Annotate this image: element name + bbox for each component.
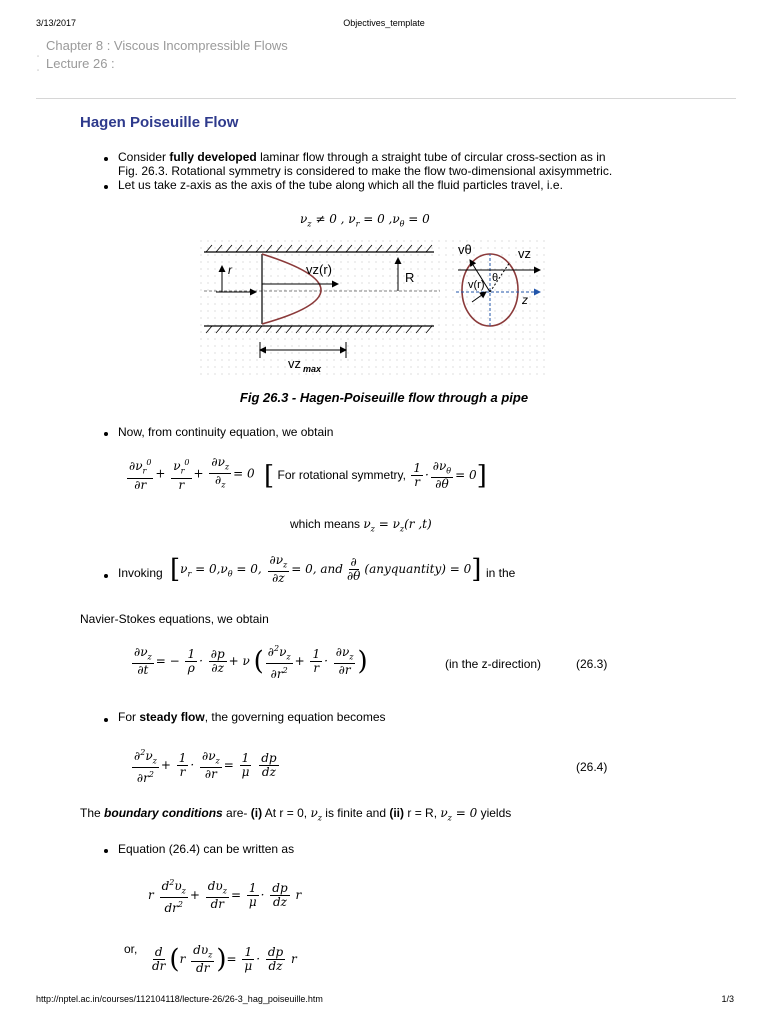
fig-label-theta: θ	[492, 272, 499, 284]
fig-label-R: R	[405, 270, 415, 285]
equation-26-4: $\frac{\partial^2\nu_z}{\partial r^2}$ + $\frac{1}{r}$ · $\frac{\partial\nu_z}{\partial r}$ = $\frac{1}{\mu}$ $\frac{dp}{dz}$	[134, 748, 277, 786]
bc-label-ii: (ii)	[389, 806, 405, 820]
bullet-continuity: Now, from continuity equation, we obtain	[118, 425, 334, 439]
print-date: 3/13/2017	[36, 18, 77, 28]
which-means-eq: which means $\nu_z = \nu_z(r$ ,t)	[290, 517, 432, 534]
fig-label-vz-right: vz	[518, 246, 531, 261]
fig-label-vr: v(r)	[468, 279, 485, 291]
bullet-dot	[104, 432, 108, 436]
bc-text: yields	[480, 806, 512, 820]
bc-text: The	[80, 806, 101, 820]
and-text: and	[320, 562, 343, 577]
eq-number-26-3: (26.3)	[576, 657, 608, 671]
broken-image-icon: ▫	[37, 54, 40, 60]
footer-page-number: 1/3	[721, 994, 734, 1004]
fig-label-vzmax: vz	[288, 356, 301, 371]
fig-label-r: r	[228, 263, 232, 277]
figure-caption: Fig 26.3 - Hagen-Poiseuille flow through a pipe	[239, 390, 529, 405]
broken-image-icon-2: ▫	[37, 68, 40, 74]
bc-label-i: (i)	[250, 806, 263, 820]
bullet-line2: Fig. 26.3. Rotational symmetry is considered to make the flow two-dimensional axisymmetric.	[118, 164, 613, 178]
rotational-symmetry-eq: [ For rotational symmetry, $\frac{1}{r}$ · $\frac{\partial\nu_\theta}{\partial\theta}$ = 0]	[264, 459, 487, 492]
or-label: or,	[124, 942, 138, 956]
z-direction-note: (in the z-direction)	[445, 657, 542, 671]
pipe-flow-figure	[200, 240, 545, 375]
footer-url[interactable]: http://nptel.ac.in/courses/112104118/lecture-26/26-3_hag_poiseuille.htm	[36, 994, 323, 1004]
bullet-dot	[104, 157, 108, 161]
bullet-dot	[104, 718, 108, 722]
bullet-dot	[104, 574, 108, 578]
section-title: Hagen Poiseuille Flow	[80, 114, 239, 131]
eq-number-26-4: (26.4)	[576, 760, 608, 774]
equation-or-form: $\frac{d}{dr}$ (r $\frac{d\upsilon_z}{dr}$ )= $\frac{1}{\mu}$ · $\frac{dp}{dz}$ r	[152, 943, 297, 976]
bullet-rewrite: Equation (26.4) can be written as	[118, 842, 295, 856]
in-the-label: in the	[486, 566, 516, 580]
divider	[36, 98, 736, 99]
velocity-condition-eq: $\nu_z \ne 0$ , $\nu_r = 0$ $,\nu_\theta = 0$	[300, 212, 430, 229]
bullet-text: For	[118, 710, 136, 724]
bullet-dot	[104, 185, 108, 189]
bc-text: are-	[226, 806, 248, 820]
chapter-heading: Chapter 8 : Viscous Incompressible Flows	[46, 38, 288, 53]
bullet-text: , the governing equation becomes	[204, 710, 386, 724]
fig-label-z: z	[522, 293, 528, 307]
bullet-z-axis: Let us take z-axis as the axis of the tube along which all the fluid particles travel, i.e.	[118, 178, 563, 192]
bullet-text: laminar flow through a straight tube of circular cross-section as in	[260, 150, 606, 164]
invoking-equation: [$\nu_r = 0,\nu_\theta = 0$, $\frac{\partial\nu_z}{\partial z}$ = 0, and $\frac{\partial}{\partial\theta}$ (anyquantity) = 0]	[170, 553, 482, 586]
document-title: Objectives_template	[343, 18, 425, 28]
bullet-bold: steady flow	[139, 710, 205, 724]
bc-bold-italic: boundary conditions	[104, 806, 223, 820]
which-means-label: which means	[290, 517, 361, 531]
equation-26-3: $\frac{\partial\nu_z}{\partial t}$ = − $\frac{1}{\rho}$ · $\frac{\partial p}{\partial z}$ + ν ( $\frac{\partial^2\nu_z}{\partial r^2}$ + $\frac{1}{r}$ · $\frac{\partial\nu_z}{\partial r}$ )	[134, 644, 368, 682]
rot-sym-label: For rotational symmetry,	[277, 468, 406, 483]
boundary-conditions-line: The boundary conditions are- (i) At r = 0, $\nu_z$ is finite and (ii) r = R, $\nu_z = 0$ yields	[80, 806, 512, 823]
bullet-dot	[104, 849, 108, 853]
bc-text: At r = 0,	[264, 806, 308, 820]
bullet-bold: fully developed	[169, 150, 257, 164]
bullet-text: Consider	[118, 150, 167, 164]
bc-text: is finite and	[325, 806, 386, 820]
bc-text: r = R,	[407, 806, 438, 820]
fig-label-vzmax-sub: max	[303, 364, 322, 374]
navier-stokes-line: Navier-Stokes equations, we obtain	[80, 612, 269, 626]
fig-label-vtheta: vθ	[458, 242, 472, 257]
continuity-equation: $\frac{\partial\nu_r^0}{\partial r}$ + $\frac{\nu_r^0}{r}$ + $\frac{\partial\nu_z}{\partial_z}$ = 0	[129, 455, 255, 492]
fig-label-vzr: vz(r)	[306, 262, 332, 277]
anyquantity-text: anyquantity	[369, 562, 442, 577]
equation-rewritten: r $\frac{d^2\upsilon_z}{dr^2}$ + $\frac{d\upsilon_z}{dr}$ = $\frac{1}{\mu}$ · $\frac{dp}{dz}$ r	[148, 878, 302, 916]
bullet-fully-developed	[118, 150, 658, 164]
bullet-steady-flow	[118, 710, 386, 724]
invoking-label: Invoking	[118, 566, 163, 580]
lecture-heading: Lecture 26 :	[46, 56, 115, 71]
